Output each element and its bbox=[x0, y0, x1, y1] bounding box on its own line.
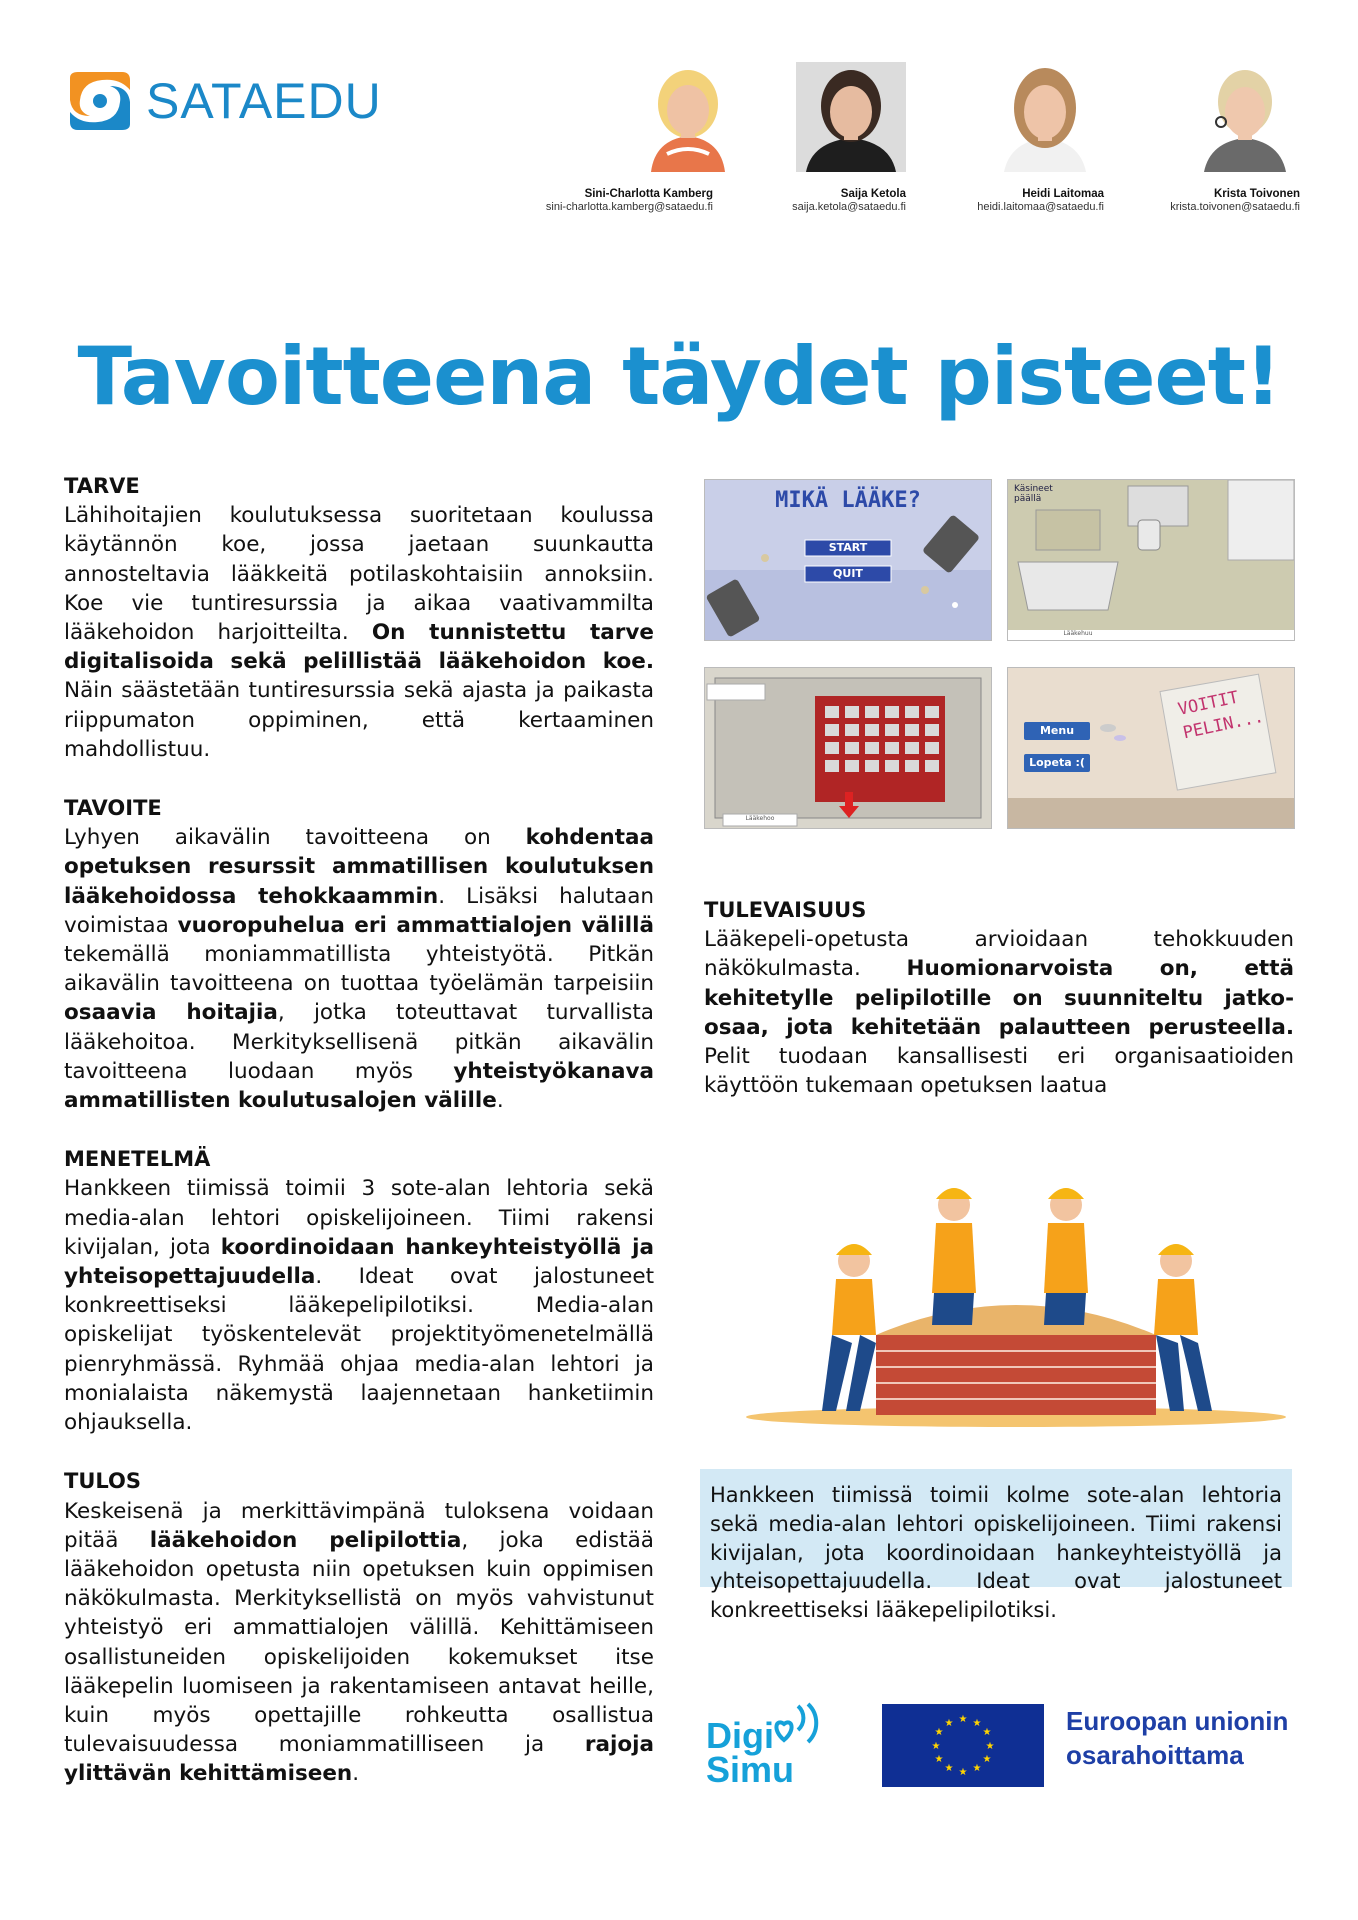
svg-text:★: ★ bbox=[944, 1763, 954, 1774]
section-text: Keskeisenä ja merkittävimpänä tuloksena voidaan pitää bbox=[64, 1498, 654, 1553]
section-text: , joka edistää lääkehoidon opetusta niin opetuksen kuin oppimisen näkökulmasta. Merkityksellistä on myös vahvistunut yhteistyö eri ammattialojen välillä. Kehittämiseen osallistuneiden opiskelijoiden kokemukset itse lääkepelin luomiseen ja rakentamiseen antavat heille, kuin myös opettajille rohkeutta osallistua tulevaisuudessa moniammatilliseen ja bbox=[64, 1527, 654, 1758]
svg-text:★: ★ bbox=[958, 1767, 968, 1778]
person-email: sini-charlotta.kamberg@sataedu.fi bbox=[545, 201, 713, 213]
eu-flag bbox=[882, 1704, 1044, 1787]
svg-text:★: ★ bbox=[985, 1741, 995, 1752]
menu-button: Menu bbox=[1039, 724, 1075, 737]
page-title: Tavoitteena täydet pisteet! bbox=[77, 330, 1281, 423]
section-tulevaisuus bbox=[704, 896, 1294, 1100]
svg-text:★: ★ bbox=[982, 1727, 992, 1738]
svg-text:★: ★ bbox=[931, 1741, 941, 1752]
section-heading: MENETELMÄ bbox=[64, 1147, 211, 1172]
start-button: START bbox=[828, 541, 868, 554]
section-heading: TARVE bbox=[64, 474, 140, 498]
heart-wifi-icon bbox=[770, 1700, 840, 1756]
quit-button: QUIT bbox=[833, 567, 863, 580]
win-text: VOITIT PELIN... bbox=[1176, 687, 1266, 744]
lab-label: Lääkehuu bbox=[1063, 630, 1093, 637]
left-column bbox=[64, 472, 654, 1789]
section-text: Pelit tuodaan kansallisesti eri organisaatioiden käyttöön tukemaan opetuksen laatua bbox=[704, 1044, 1294, 1099]
section-tarve bbox=[64, 472, 654, 764]
person-card bbox=[1120, 62, 1300, 213]
section-text: , jotka toteuttavat turvallista lääkehoitoa. Merkityksellisenä pitkän aikavälin tavoitteena luodaan myös bbox=[64, 1000, 654, 1084]
game-screenshot-handwash bbox=[1007, 479, 1295, 641]
section-bold-text: yhteistyökanava ammatillisten koulutusalojen välille bbox=[64, 1058, 654, 1114]
section-heading: TAVOITE bbox=[64, 796, 162, 821]
gloves-label: Käsineet päällä bbox=[1014, 484, 1053, 504]
section-bold-text: vuoropuhelua eri ammattialojen välillä bbox=[177, 912, 654, 938]
section-bold-text: Huomionarvoista on, että kehitetylle pelipilotille on suunniteltu jatko-osaa, jota kehitetään palautteen perusteella. bbox=[704, 956, 1294, 1040]
section-heading: TULEVAISUUS bbox=[704, 898, 867, 922]
section-text: tekemällä moniammatillista yhteistyötä. Pitkän aikavälin tavoitteena on tuottaa työelämän tarpeisiin bbox=[64, 942, 654, 997]
person-name: Heidi Laitomaa bbox=[1022, 188, 1104, 200]
section-text: Lääkepeli-opetusta arvioidaan tehokkuuden näkökulmasta. bbox=[704, 927, 1294, 982]
section-tavoite bbox=[64, 794, 654, 1115]
section-bold-text: kohdentaa opetuksen resurssit ammatillisen koulutuksen lääkehoidossa tehokkaammin bbox=[64, 825, 654, 909]
section-bold-text: On tunnistettu tarve digitalisoida sekä pelillistää lääkehoidon koe. bbox=[64, 620, 654, 675]
game-menu-title: MIKÄ LÄÄKE? bbox=[775, 488, 921, 513]
person-email: heidi.laitomaa@sataedu.fi bbox=[977, 201, 1104, 213]
svg-text:★: ★ bbox=[944, 1718, 954, 1729]
svg-text:★: ★ bbox=[972, 1718, 982, 1729]
eu-line-1: Euroopan unionin bbox=[1066, 1706, 1289, 1736]
sataedu-swirl-icon bbox=[64, 70, 136, 132]
section-text: Lähihoitajien koulutuksessa suoritetaan koulussa käytännön koe, jossa jaetaan suunkautta annosteltavia lääkkeitä potilaskohtaisiin annoksiin. Koe vie tuntiresurssia ja aikaa vaativammilta lääkehoidon harjoitteilta. bbox=[64, 503, 654, 646]
builders-illustration bbox=[736, 1175, 1296, 1435]
game-screenshot-menu bbox=[704, 479, 992, 641]
svg-text:★: ★ bbox=[934, 1754, 944, 1765]
section-bold-text: osaavia hoitajia bbox=[64, 1000, 278, 1026]
logo-text: SATAEDU bbox=[146, 73, 382, 129]
end-button: Lopeta :( bbox=[1029, 756, 1085, 769]
person-card bbox=[726, 62, 906, 213]
eu-line-2: osarahoittama bbox=[1066, 1740, 1244, 1770]
section-bold-text: lääkehoidon pelipilottia bbox=[149, 1527, 462, 1553]
person-photo bbox=[796, 62, 906, 172]
cabinet-label: Lääkehoo bbox=[745, 815, 775, 822]
section-text: . bbox=[352, 1761, 360, 1787]
digisimu-logo bbox=[704, 1694, 844, 1794]
svg-text:★: ★ bbox=[934, 1727, 944, 1738]
section-text: . Lisäksi halutaan voimistaa bbox=[64, 883, 654, 938]
section-tulos bbox=[64, 1467, 654, 1788]
section-text: . Ideat ovat jalostuneet konkreettiseksi lääkepelipilotiksi. Media-alan opiskelijat työskentelevät projektityömenetelmällä pienryhmässä. Ryhmää ohjaa media-alan lehtori ja monialaista näkemystä laajennetaan hanketiimin ohjauksella. bbox=[64, 1264, 654, 1436]
game-screenshot-cabinet bbox=[704, 667, 992, 829]
person-name: Saija Ketola bbox=[840, 188, 906, 200]
section-text: . bbox=[496, 1088, 504, 1114]
sataedu-logo bbox=[64, 66, 384, 136]
caption-box: Hankkeen tiimissä toimii kolme sote-alan lehtoria sekä media-alan lehtori opiskelijoineen. Tiimi rakensi kivijalan, jota koordinoidaan hankeyhteistyöllä ja yhteisopettajuudella. Ideat ovat jalostuneet konkreettiseksi lääkepelipilotiksi. bbox=[700, 1469, 1292, 1587]
person-email: krista.toivonen@sataedu.fi bbox=[1170, 201, 1300, 213]
eu-stars-icon bbox=[882, 1704, 1044, 1787]
digisimu-simu: Simu bbox=[706, 1749, 795, 1790]
section-text: Lyhyen aikavälin tavoitteena on bbox=[64, 825, 491, 851]
person-email: saija.ketola@sataedu.fi bbox=[792, 201, 906, 213]
person-photo bbox=[1190, 62, 1300, 172]
section-menetelma bbox=[64, 1145, 654, 1437]
svg-text:★: ★ bbox=[972, 1763, 982, 1774]
person-card bbox=[533, 62, 713, 213]
section-text: Näin säästetään tuntiresurssia sekä ajasta ja paikasta riippumaton oppiminen, että kertaaminen mahdollistuu. bbox=[64, 678, 654, 762]
section-text: Hankkeen tiimissä toimii 3 sote-alan lehtoria sekä media-alan lehtori opiskelijoineen. Tiimi rakensi kivijalan, jota bbox=[64, 1176, 654, 1260]
person-name: Krista Toivonen bbox=[1213, 188, 1300, 200]
eu-funding-text bbox=[1066, 1704, 1346, 1772]
digisimu-digi: Digi bbox=[706, 1715, 774, 1756]
svg-text:★: ★ bbox=[958, 1714, 968, 1725]
person-name: Sini-Charlotta Kamberg bbox=[584, 188, 713, 200]
section-bold-text: rajoja ylittävän kehittämiseen bbox=[64, 1732, 654, 1787]
svg-text:★: ★ bbox=[982, 1754, 992, 1765]
game-screenshot-end bbox=[1007, 667, 1295, 829]
person-photo bbox=[990, 62, 1100, 172]
person-card bbox=[924, 62, 1104, 213]
section-heading: TULOS bbox=[64, 1469, 141, 1494]
section-bold-text: koordinoidaan hankeyhteistyöllä ja yhteisopettajuudella bbox=[64, 1234, 655, 1290]
